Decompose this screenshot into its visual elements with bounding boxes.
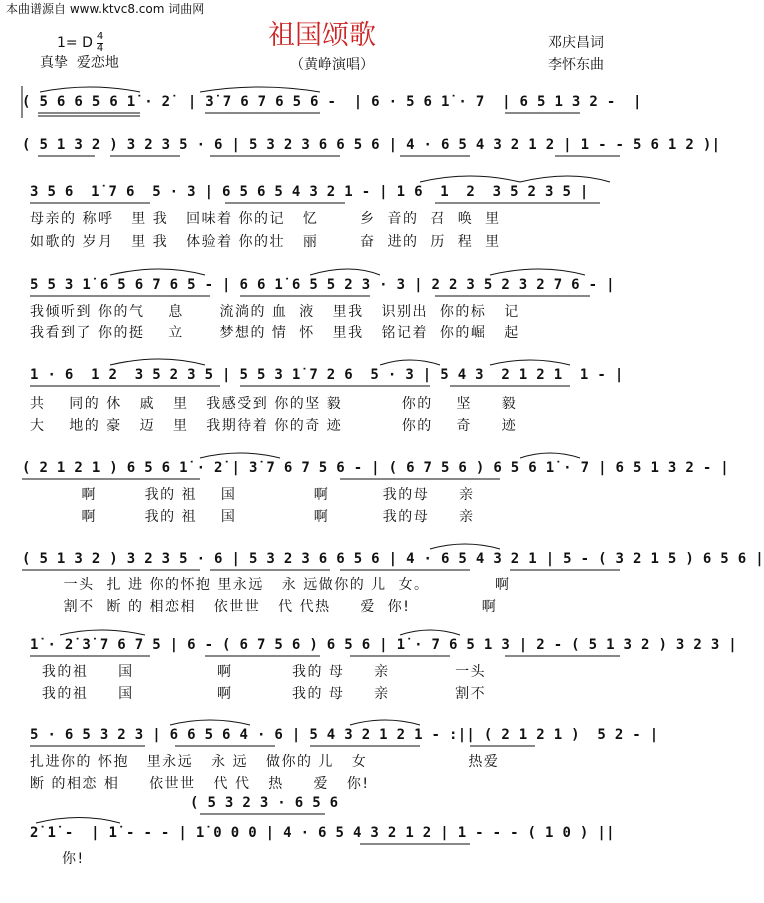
score-row-7-lyric-2: 割不 断 的 相恋相 依世世 代 代热 爱 你! 啊 xyxy=(22,599,498,615)
score-row-4-lyric-1: 我倾听到 你的气 息 流淌的 血 液 里我 识别出 你的标 记 xyxy=(30,304,520,320)
slur xyxy=(430,544,500,549)
score-row-4-lyric-2: 我看到了 你的挺 立 梦想的 情 怀 里我 铭记着 你的崛 起 xyxy=(30,325,520,341)
score-row-1-notes: ( 5 6 6 5 6 1̇ · 2̇ | 3̇ 7 6 7 6 5 6 - | 6 · 5 6 1̇ · 7 | 6 5 1 3 2 - | xyxy=(22,94,642,110)
slur xyxy=(200,453,280,458)
score-row-3-lyric-2: 如歌的 岁月 里 我 体验着 你的壮 丽 奋 进的 历 程 里 xyxy=(30,234,501,250)
slur xyxy=(420,176,520,182)
score-row-6-notes: ( 2 1 2 1 ) 6 5 6 1̇ · 2̇ | 3̇ 7 6 7 5 6 - | ( 6 7 5 6 ) 6 5 6 1̇ · 7 | 6 5 1 3 2 - | xyxy=(22,460,730,476)
time-sig-bottom: 4 xyxy=(96,43,104,54)
source-site-line: 本曲谱源自 www.ktvc8.com 词曲网 xyxy=(6,2,205,16)
score-row-2-notes: ( 5 1 3 2 ) 3 2 3 5 · 6 | 5 3 2 3 6 6 5 6 | 4 · 6 5 4 3 2 1 2 | 1 - - 5 6 1 2 )| xyxy=(22,137,721,153)
score-row-6-lyric-1: 啊 我的 祖 国 啊 我的母 亲 xyxy=(22,487,475,503)
slur xyxy=(110,359,205,365)
composer-credit: 李怀东曲 xyxy=(548,57,604,73)
slur xyxy=(350,720,420,725)
score-row-10-notes: ( 5 3 2 3 · 6 5 6 xyxy=(190,795,339,811)
slur xyxy=(200,87,320,92)
score-row-11-notes: 2̇ 1̇ - | 1̇ - - - | 1̇ 0 0 0 | 4 · 6 5 4 3 2 1 2 | 1 - - - ( 1 0 ) || xyxy=(30,825,615,841)
slur xyxy=(36,818,120,824)
slur xyxy=(520,176,610,182)
score-row-8-lyric-1: 我的祖 国 啊 我的 母 亲 一头 xyxy=(30,664,487,680)
slur xyxy=(110,269,205,275)
score-row-3-lyric-1: 母亲的 称呼 里 我 回味着 你的记 忆 乡 音的 召 唤 里 xyxy=(30,211,501,227)
score-row-6-lyric-2: 啊 我的 祖 国 啊 我的母 亲 xyxy=(22,509,475,525)
score-row-9-lyric-2: 断 的相恋 相 依世世 代 代 热 爱 你! xyxy=(30,776,370,792)
slur xyxy=(60,630,145,635)
slur xyxy=(520,453,580,458)
score-row-9-lyric-1: 扎进你的 怀抱 里永远 永 远 做你的 儿 女 热爱 xyxy=(30,754,500,770)
slur xyxy=(490,269,585,275)
score-row-7-lyric-1: 一头 扎 进 你的怀抱 里永远 永 远做你的 儿 女。 啊 xyxy=(22,577,511,593)
score-row-9-notes: 5 · 6 5 3 2 3 | 6 6 5 6 4 · 6 | 5 4 3 2 1 2 1 - :|| ( 2 1 2 1 ) 5 2 - | xyxy=(30,727,659,743)
score-row-5-lyric-2: 大 地的 豪 迈 里 我期待着 你的奇 迹 你的 奇 迹 xyxy=(30,418,518,434)
tempo-mark: 真挚 爱恋地 xyxy=(40,55,119,71)
song-title: 祖国颂歌 xyxy=(268,20,376,51)
time-signature xyxy=(97,32,103,54)
score-row-11-lyric-1: 你! xyxy=(62,851,85,867)
score-row-5-lyric-1: 共 同的 休 戚 里 我感受到 你的坚 毅 你的 坚 毅 xyxy=(30,396,518,412)
score-row-7-notes: ( 5 1 3 2 ) 3 2 3 5 · 6 | 5 3 2 3 6 6 5 6 | 4 · 6 5 4 3 2 1 | 5 - ( 3 2 1 5 ) 6 5 6 | xyxy=(22,551,764,567)
slur xyxy=(400,630,460,635)
slur xyxy=(380,360,440,365)
slur xyxy=(310,269,380,275)
time-sig-top: 4 xyxy=(96,31,104,42)
lyricist-credit: 邓庆昌词 xyxy=(548,35,604,51)
score-row-5-notes: 1 · 6 1 2 3 5 2 3 5 | 5 5 3 1̇ 7 2 6 5 · 3 | 5 4 3 2 1 2 1 1 - | xyxy=(30,367,624,383)
score-row-8-notes: 1̇ · 2̇ 3̇ 7 6 7 5 | 6 - ( 6 7 5 6 ) 6 5 6 | 1̇ · 7 6 5 1 3 | 2 - ( 5 1 3 2 ) 3 2 3 | xyxy=(30,637,738,653)
score-row-8-lyric-2: 我的祖 国 啊 我的 母 亲 割不 xyxy=(30,686,487,702)
key-signature xyxy=(57,32,103,54)
score-row-3-notes: 3 5 6 1̇ 7 6 5 · 3 | 6 5 6 5 4 3 2 1 - | 1 6 1 2 3 5 2 3 5 | xyxy=(30,184,589,200)
slur xyxy=(40,87,140,92)
performer-credit: （黄峥演唱） xyxy=(290,57,374,73)
key-label: 1= D xyxy=(57,35,93,51)
slur xyxy=(170,720,250,725)
slur xyxy=(490,360,570,365)
score-row-4-notes: 5 5 3 1̇ 6 5 6 7 6 5 - | 6 6 1̇ 6 5 5 2 3 · 3 | 2 2 3 5 2 3 2 7 6 - | xyxy=(30,277,615,293)
